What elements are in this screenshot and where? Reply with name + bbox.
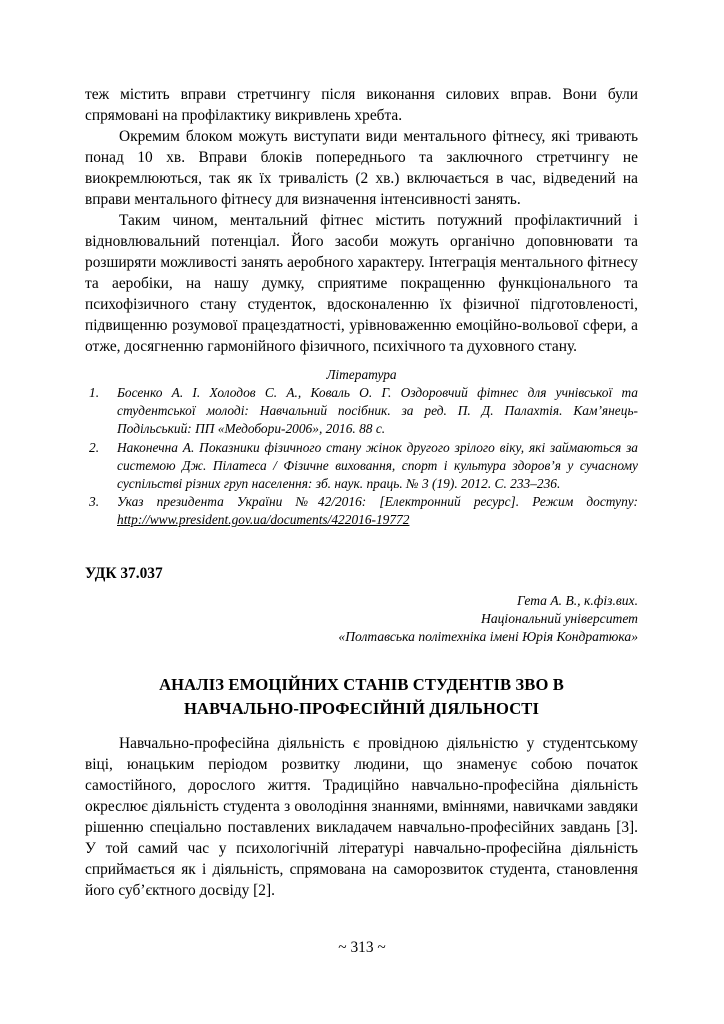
page-number-footer: ~ 313 ~ [338,939,386,956]
article-title-line-1: АНАЛІЗ ЕМОЦІЙНИХ СТАНІВ СТУДЕНТІВ ЗВО В [159,674,564,694]
reference-text: Босенко А. І. Холодов С. А., Коваль О. Г. Оздоровчий фітнес для учнівської та студентської молоді: Навчальний посібник. за ред. П. Д. Палахтія. Кам’янець-Подільський: ПП «Медобори-2006», 2016. 88 с. [117,385,638,437]
reference-number: 1. [89,385,100,400]
author-affiliation-block [85,592,638,647]
reference-text: Наконечна А. Показники фізичного стану жінок другого зрілого віку, які займаються за системою Дж. Пілатеса / Фізичне виховання, спорт і культура здоров’я у сучасному суспільстві різних груп населення: зб. наук. праць. № 3 (19). 2012. С. 233–236. [117,439,638,492]
paragraph-stretching: теж містить вправи стретчингу після виконання силових вправ. Вони були спрямовані на профілактику викривлень хребта. [85,86,638,124]
paragraph-conclusion: Таким чином, ментальний фітнес містить потужний профілактичний і відновлювальний потенціал. Його засоби можуть органічно доповнювати та розширяти можливості занять аеробного характеру. Інтеграція ментального фітнесу та аеробіки, на нашу думку, сприятиме покращенню функціонального та психофізичного стану студенток, вдосконаленню їх фізичної підготовленості, підвищенню розумової працездатності, урівноваженню емоційно-вольової сфери, а отже, досягненню гармонійного фізичного, психічного та духовного стану. [85,212,638,355]
udk-author-spacer [85,584,638,592]
article-title-line-2: НАВЧАЛЬНО-ПРОФЕСІЙНІЙ ДІЯЛЬНОСТІ [183,698,540,718]
author-university: Національний університет [481,611,638,627]
author-name: Гета А. В., к.фіз.вих. [517,592,638,608]
reference-item [85,493,638,529]
reference-url-link[interactable]: http://www.president.gov.ua/documents/422016-19772 [117,512,410,528]
reference-number: 2. [89,439,100,455]
udk-code: УДК 37.037 [85,564,163,582]
article-title [85,673,638,721]
paragraph-article-intro: Навчально-професійна діяльність є провідною діяльністю у студентському віці, юнацьким періодом розвитку людини, що знаменує собою початок самостійного, дорослого життя. Традиційно навчально-професійна діяльність окреслює діяльність студента з оволодіння знаннями, вміннями, навичками завдяки рішенню спеціально поставлених викладачем навчально-професійних завдань [3]. У той самий час у психологічній літературі навчально-професійна діяльність сприймається як і діяльність, спрямована на саморозвиток студента, становлення його суб’єктного досвіду [2]. [85,734,638,899]
page-content-column [85,84,638,901]
reference-text: Указ президента України №42/2016: [Електронний ресурс]. Режим доступу: [117,494,638,510]
author-title-spacer [85,647,638,673]
references-heading: Література [326,367,397,382]
reference-number: 3. [89,494,100,510]
title-body-spacer [85,721,638,733]
section-spacer [85,530,638,564]
reference-item [85,384,638,439]
author-university-full-name: «Полтавська політехніка імені Юрія Кондратюка» [338,629,638,645]
reference-item [85,439,638,494]
references-list [85,384,638,530]
paragraph-mental-fitness-block: Окремим блоком можуть виступати види ментального фітнесу, які тривають понад 10 хв. Вправи блоків попереднього та заключного стретчингу не виокремлюються, так як їх тривалість (2 хв.) включається в час, відведений на вправи ментального фітнесу для визначення інтенсивності занять. [85,128,638,208]
